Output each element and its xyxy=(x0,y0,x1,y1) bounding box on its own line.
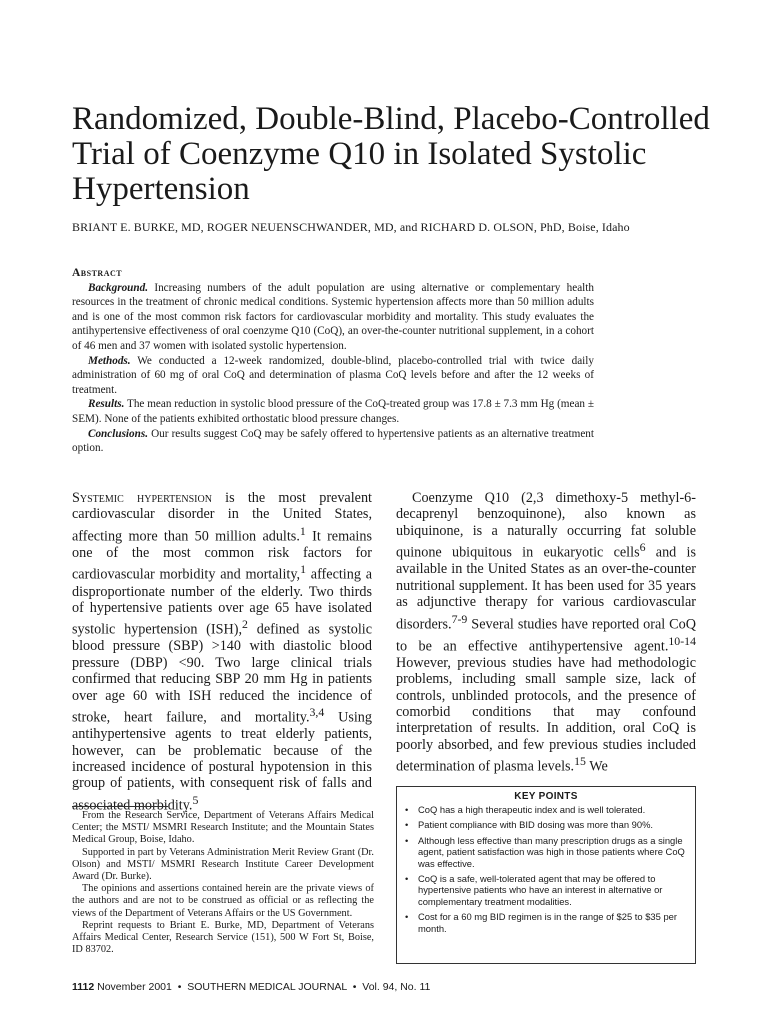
citation: 15 xyxy=(574,754,586,769)
citation: 1 xyxy=(300,562,307,577)
key-point-text: Patient compliance with BID dosing was more than 90%. xyxy=(418,819,654,831)
issue-date: November 2001 xyxy=(97,981,172,993)
footer-separator: • xyxy=(352,981,357,993)
body-column-right xyxy=(396,490,696,775)
abstract-results xyxy=(72,397,594,426)
key-point-item xyxy=(405,873,687,907)
intro-paragraph xyxy=(72,490,372,814)
key-point-item xyxy=(405,911,687,934)
citation: 2 xyxy=(242,617,248,632)
page-number: 1112 xyxy=(72,981,95,993)
body-text: defined as systolic blood pressure (SBP) >140 with diastolic blood pressure (DBP) <90. Two large clinical trials confirmed that reducing SBP 20 mm Hg in patients over age 60 with ISH reduced the incidence of stroke, heart failure, and mortality. xyxy=(72,622,372,726)
key-point-text: CoQ has a high therapeutic index and is well tolerated. xyxy=(418,804,646,815)
key-point-text: Although less effective than many prescription drugs as a single agent, patient satisfaction was high in those patients where CoQ was effective. xyxy=(418,834,685,869)
key-point-item xyxy=(405,804,687,815)
abstract-methods xyxy=(72,354,594,398)
author-line: BRIANT E. BURKE, MD, ROGER NEUENSCHWANDER, MD, and RICHARD D. OLSON, PhD, Boise, Idaho xyxy=(72,220,630,234)
footnote-disclaimer: The opinions and assertions contained herein are the private views of the authors and are not to be construed as official or as reflecting the views of the Department of Veterans Affairs or the US Government. xyxy=(72,883,374,919)
abstract xyxy=(72,266,594,456)
key-points-list xyxy=(397,804,695,934)
abstract-background xyxy=(72,281,594,354)
article-title: Randomized, Double-Blind, Placebo-Controlled Trial of Coenzyme Q10 in Isolated Systolic Hypertension xyxy=(72,101,710,207)
footnote-affiliation: From the Research Service, Department of Veterans Affairs Medical Center; the MSTI/ MSMRI Research Institute; and the Mountain States Medical Group, Boise, Idaho. xyxy=(72,810,374,846)
body-text: Several studies have reported oral CoQ to be an effective antihypertensive agent. xyxy=(396,616,696,655)
bullet-icon: • xyxy=(405,819,409,831)
body-text: Using antihypertensive agents to treat elderly patients, however, can be problematic because of the increased incidence of postural hypotension in this group of patients, with consequent risk of falls and associated morbidity. xyxy=(72,709,372,814)
key-point-text: CoQ is a safe, well-tolerated agent that may be offered to hypertensive patients who have an interest in alternative or complementary treatment modalities. xyxy=(418,873,663,907)
citation: 1 xyxy=(299,523,306,538)
bullet-icon: • xyxy=(405,873,409,885)
body-column-left xyxy=(72,490,372,814)
citation: 3,4 xyxy=(309,705,325,720)
body-text: and is available in the United States as an over-the-counter nutritional supplement. It has been used for 35 years as adjunctive therapy for various cardiovascular disorders. xyxy=(396,544,696,633)
journal-name: SOUTHERN MEDICAL JOURNAL xyxy=(187,981,347,993)
lead-in: Systemic hypertension xyxy=(72,490,212,506)
key-point-item xyxy=(405,819,687,830)
body-text: We xyxy=(585,759,608,776)
body-text: However, previous studies have had methodologic problems, including small sample size, lack of controls, unblinded protocols, and the presence of comorbid conditions that may confound interpretation of results. In addition, oral CoQ is poorly absorbed, and few previous studies included determination of plasma levels. xyxy=(396,654,696,776)
key-points-title: KEY POINTS xyxy=(514,791,578,802)
results-text: The mean reduction in systolic blood pressure of the CoQ-treated group was 17.8 ± 7.3 mm Hg (mean ± SEM). None of the patients exhibited orthostatic blood pressure changes. xyxy=(72,398,594,425)
bullet-icon: • xyxy=(405,804,409,815)
conclusions-text: Our results suggest CoQ may be safely offered to hypertensive patients as an alternative treatment option. xyxy=(72,427,595,455)
footnotes xyxy=(72,810,374,956)
volume-issue: Vol. 94, No. 11 xyxy=(362,981,431,993)
background-text: Increasing numbers of the adult population are using alternative or complementary health resources in the treatment of chronic medical conditions. Systemic hypertension affects more than 50 million adults and is one of the most common risk factors for cardiovascular morbidity and mortality. This study evaluates the antihypertensive effectiveness of oral coenzyme Q10 (CoQ), an over-the-counter nutritional supplement, in a cohort of 46 men and 37 women with isolated systolic hypertension. xyxy=(72,281,594,352)
footer-separator: • xyxy=(177,981,182,993)
footnote-support: Supported in part by Veterans Administration Merit Review Grant (Dr. Olson) and MSTI/ MSMRI Research Institute Career Development Award (Dr. Burke). xyxy=(72,846,374,883)
body-text: is the most prevalent cardiovascular disorder in the United States, affecting more than 50 million adults. xyxy=(72,490,372,545)
body-text: affecting a disproportionate number of the elderly. Two thirds of hypertensive patients over age 65 have isolated systolic hypertension (ISH), xyxy=(72,567,372,639)
coq-paragraph xyxy=(396,490,696,775)
key-points-box xyxy=(396,786,696,964)
key-point-item xyxy=(405,835,687,869)
methods-label: Methods. xyxy=(88,354,131,367)
results-label: Results. xyxy=(88,398,125,411)
abstract-conclusions xyxy=(72,427,594,456)
footnote-divider xyxy=(72,806,168,807)
bullet-icon: • xyxy=(405,834,409,846)
page-footer xyxy=(72,981,712,994)
background-label: Background. xyxy=(88,281,148,294)
footnote-reprints: Reprint requests to Briant E. Burke, MD, Department of Veterans Affairs Medical Center, Research Service (151), 500 W Fort St, Boise, ID 83702. xyxy=(72,919,374,956)
abstract-heading: Abstract xyxy=(72,267,123,279)
key-point-text: Cost for a 60 mg BID regimen is in the range of $25 to $35 per month. xyxy=(418,911,677,934)
citation: 5 xyxy=(192,792,199,807)
conclusions-label: Conclusions. xyxy=(88,427,149,440)
citation: 6 xyxy=(639,540,646,555)
body-text: Coenzyme Q10 (2,3 dimethoxy-5 methyl-6-decaprenyl benzoquinone), also known as ubiquinone, is a naturally occurring fat soluble quinone ubiquitous in eukaryotic cells xyxy=(396,490,696,561)
citation: 7-9 xyxy=(451,611,468,626)
bullet-icon: • xyxy=(405,911,409,923)
body-text: It remains one of the most common risk factors for cardiovascular morbidity and mortality, xyxy=(72,528,372,584)
citation: 10-14 xyxy=(668,633,696,648)
methods-text: We conducted a 12-week randomized, double-blind, placebo-controlled trial with twice daily administration of 60 mg of oral CoQ and determination of plasma CoQ levels before and after the 12 weeks of treatment. xyxy=(72,354,594,396)
